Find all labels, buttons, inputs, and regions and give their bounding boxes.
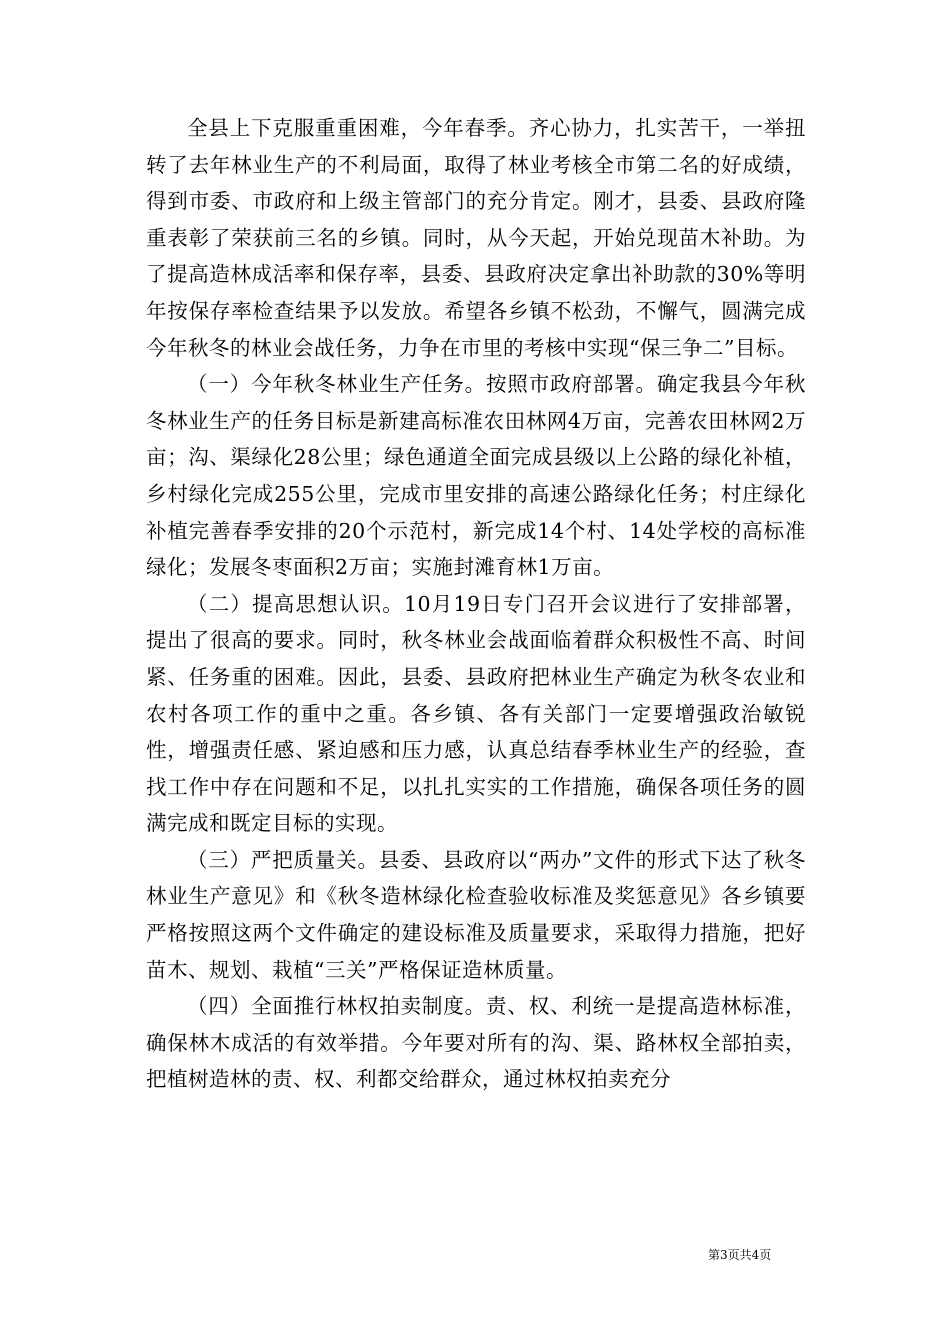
- paragraph-section-4: （四）全面推行林权拍卖制度。责、权、利统一是提高造林标准，确保林木成活的有效举措。今年要对所有的沟、渠、路林权全部拍卖，把植树造林的责、权、利都交给群众，通过林权拍卖充分: [146, 994, 806, 1092]
- page-number: 第3页共4页: [708, 1248, 772, 1262]
- paragraph-section-2: （二）提高思想认识。10月19日专门召开会议进行了安排部署，提出了很高的要求。同时，秋冬林业会战面临着群众积极性不高、时间紧、任务重的困难。因此，县委、县政府把林业生产确定为秋冬农业和农村各项工作的重中之重。各乡镇、各有关部门一定要增强政治敏锐性，增强责任感、紧迫感和压力感，认真总结春季林业生产的经验，查找工作中存在问题和不足，以扎扎实实的工作措施，确保各项任务的圆满完成和既定目标的实现。: [146, 591, 806, 836]
- paragraph-section-1: （一）今年秋冬林业生产任务。按照市政府部署。确定我县今年秋冬林业生产的任务目标是新建高标准农田林网4万亩，完善农田林网2万亩；沟、渠绿化28公里；绿色通道全面完成县级以上公路的绿化补植，乡村绿化完成255公里，完成市里安排的高速公路绿化任务；村庄绿化补植完善春季安排的20个示范村，新完成14个村、14处学校的高标准绿化；发展冬枣面积2万亩；实施封滩育林1万亩。: [146, 372, 806, 580]
- document-body: [146, 110, 806, 1098]
- paragraph-section-3: （三）严把质量关。县委、县政府以“两办”文件的形式下达了秋冬林业生产意见》和《秋冬造林绿化检查验收标准及奖惩意见》各乡镇要严格按照这两个文件确定的建设标准及质量要求，采取得力措施，把好苗木、规划、栽植“三关”严格保证造林质量。: [146, 847, 806, 982]
- paragraph-intro: 全县上下克服重重困难，今年春季。齐心协力，扎实苦干，一举扭转了去年林业生产的不利局面，取得了林业考核全市第二名的好成绩，得到市委、市政府和上级主管部门的充分肯定。刚才，县委、县政府隆重表彰了荣获前三名的乡镇。同时，从今天起，开始兑现苗木补助。为了提高造林成活率和保存率，县委、县政府决定拿出补助款的30%等明年按保存率检查结果予以发放。希望各乡镇不松劲，不懈气，圆满完成今年秋冬的林业会战任务，力争在市里的考核中实现“保三争二”目标。: [146, 116, 806, 360]
